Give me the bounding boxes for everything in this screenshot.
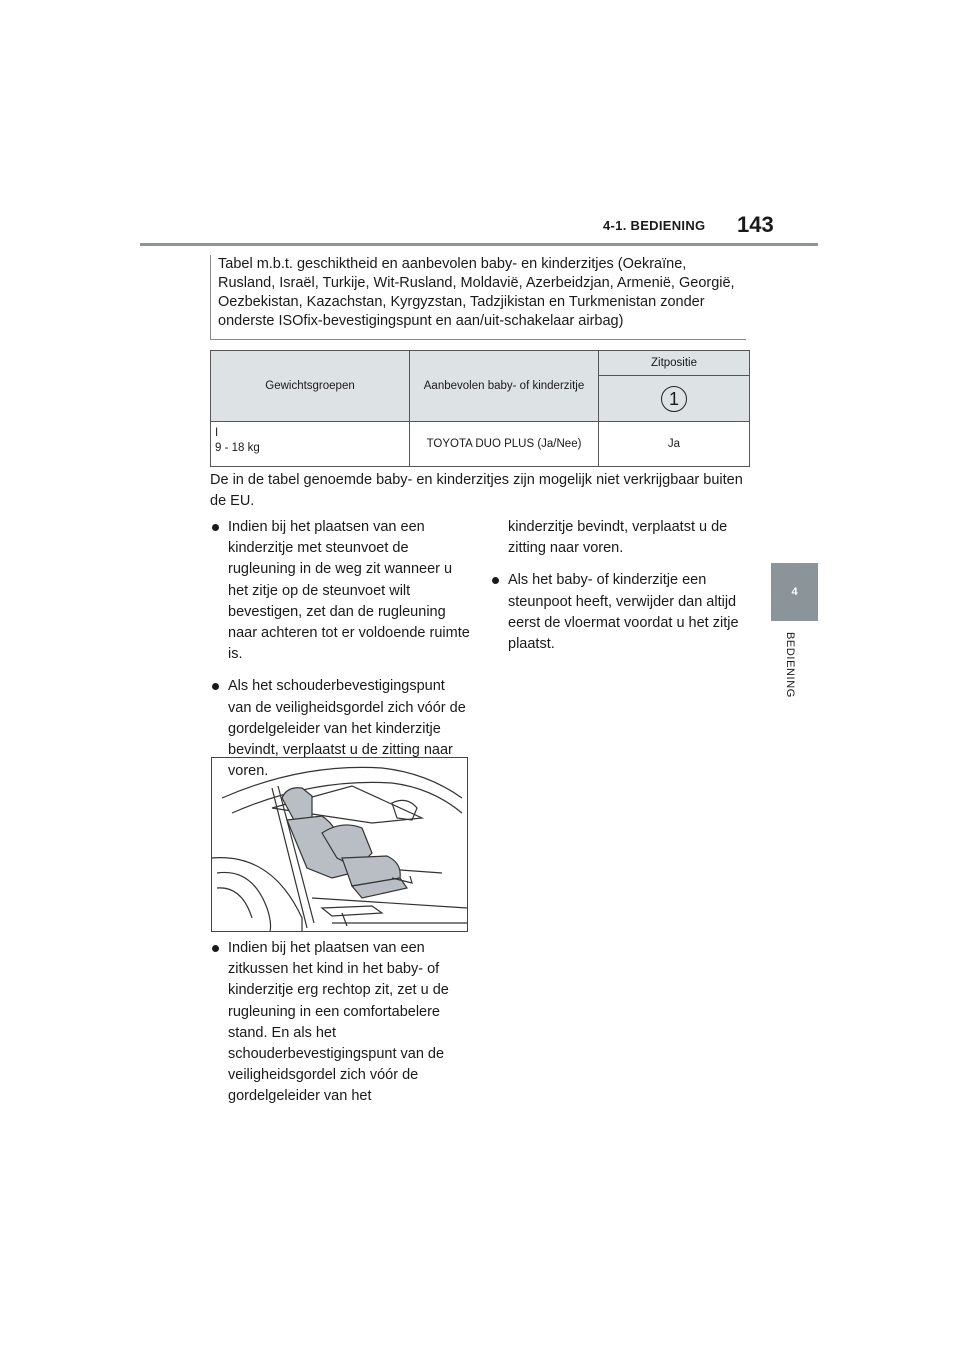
right-column: [492, 517, 752, 666]
row-group-label: I: [215, 427, 219, 439]
availability-note: De in de tabel genoemde baby- en kinderzitjes zijn mogelijk niet verkrijgbaar buiten de EU.: [210, 472, 743, 509]
car-seat-drawing: [212, 758, 467, 931]
child-seat-illustration: [211, 757, 468, 932]
row-weight-group: [211, 422, 410, 467]
row-seat-name: TOYOTA DUO PLUS (Ja/Nee): [410, 422, 599, 467]
row-weight-label: 9 - 18 kg: [215, 442, 260, 454]
suitability-table: [210, 350, 750, 467]
list-item: [212, 938, 472, 1108]
header-recommended-seat: Aanbevolen baby- of kinderzitje: [410, 351, 599, 422]
bullet-icon: [212, 683, 219, 690]
header-seat-position: Zitpositie: [599, 351, 750, 376]
list-item: [212, 517, 472, 665]
list-item-text: Als het schouderbevestigingspunt van de veiligheidsgordel zich vóór de gordelgeleider van het kinderzitje bevindt, verplaatst u de zitting naar voren.: [228, 678, 466, 780]
bullet-icon: [212, 945, 219, 952]
list-item-text: Als het baby- of kinderzitje een steunpoot heeft, verwijder dan altijd eerst de vloermat voordat u het zitje plaatst.: [508, 572, 739, 653]
list-item-text: Indien bij het plaatsen van een zitkussen het kind in het baby- of kinderzitje erg rechtop zit, zet u de rugleuning in een comfortabelere stand. En als het schouderbevestigingspunt van de veiligheidsgordel zich vóór de gordelgeleider van het: [228, 940, 449, 1105]
left-column: [212, 517, 472, 793]
header-rule: [140, 243, 818, 246]
row-position-value: Ja: [599, 422, 750, 467]
caption-rule: [210, 339, 746, 340]
section-title: 4-1. BEDIENING: [603, 218, 706, 233]
list-item: [492, 570, 752, 655]
page-number: 143: [737, 212, 774, 237]
chapter-tab: 4: [771, 563, 818, 621]
list-item-continuation: kinderzitje bevindt, verplaatst u de zitting naar voren.: [508, 519, 728, 557]
list-item-text: Indien bij het plaatsen van een kinderzitje met steunvoet de rugleuning in de weg zit wanneer u het zitje op de steunvoet wilt bevestigen, zet dan de rugleuning naar achteren tot er voldoende ruimte is.: [228, 519, 470, 663]
left-column-lower: [212, 938, 472, 1119]
header-weight-groups: Gewichtsgroepen: [211, 351, 410, 422]
position-number-icon: 1: [661, 386, 687, 412]
chapter-side-label: BEDIENING: [784, 632, 796, 698]
position-cell: [599, 376, 750, 422]
table-caption: Tabel m.b.t. geschiktheid en aanbevolen baby- en kinderzitjes (Oekraïne, Rusland, Israël, Turkije, Wit-Rusland, Moldavië, Azerbeidzjan, Armenië, Georgië, Oezbekistan, Kazachstan, Kyrgyzstan, Tadzjikistan en Turkmenistan zonder onderste ISOfix-bevestigingspunt en aan/uit-schakelaar airbag): [218, 256, 735, 329]
bullet-icon: [212, 524, 219, 531]
bullet-icon: [492, 577, 499, 584]
